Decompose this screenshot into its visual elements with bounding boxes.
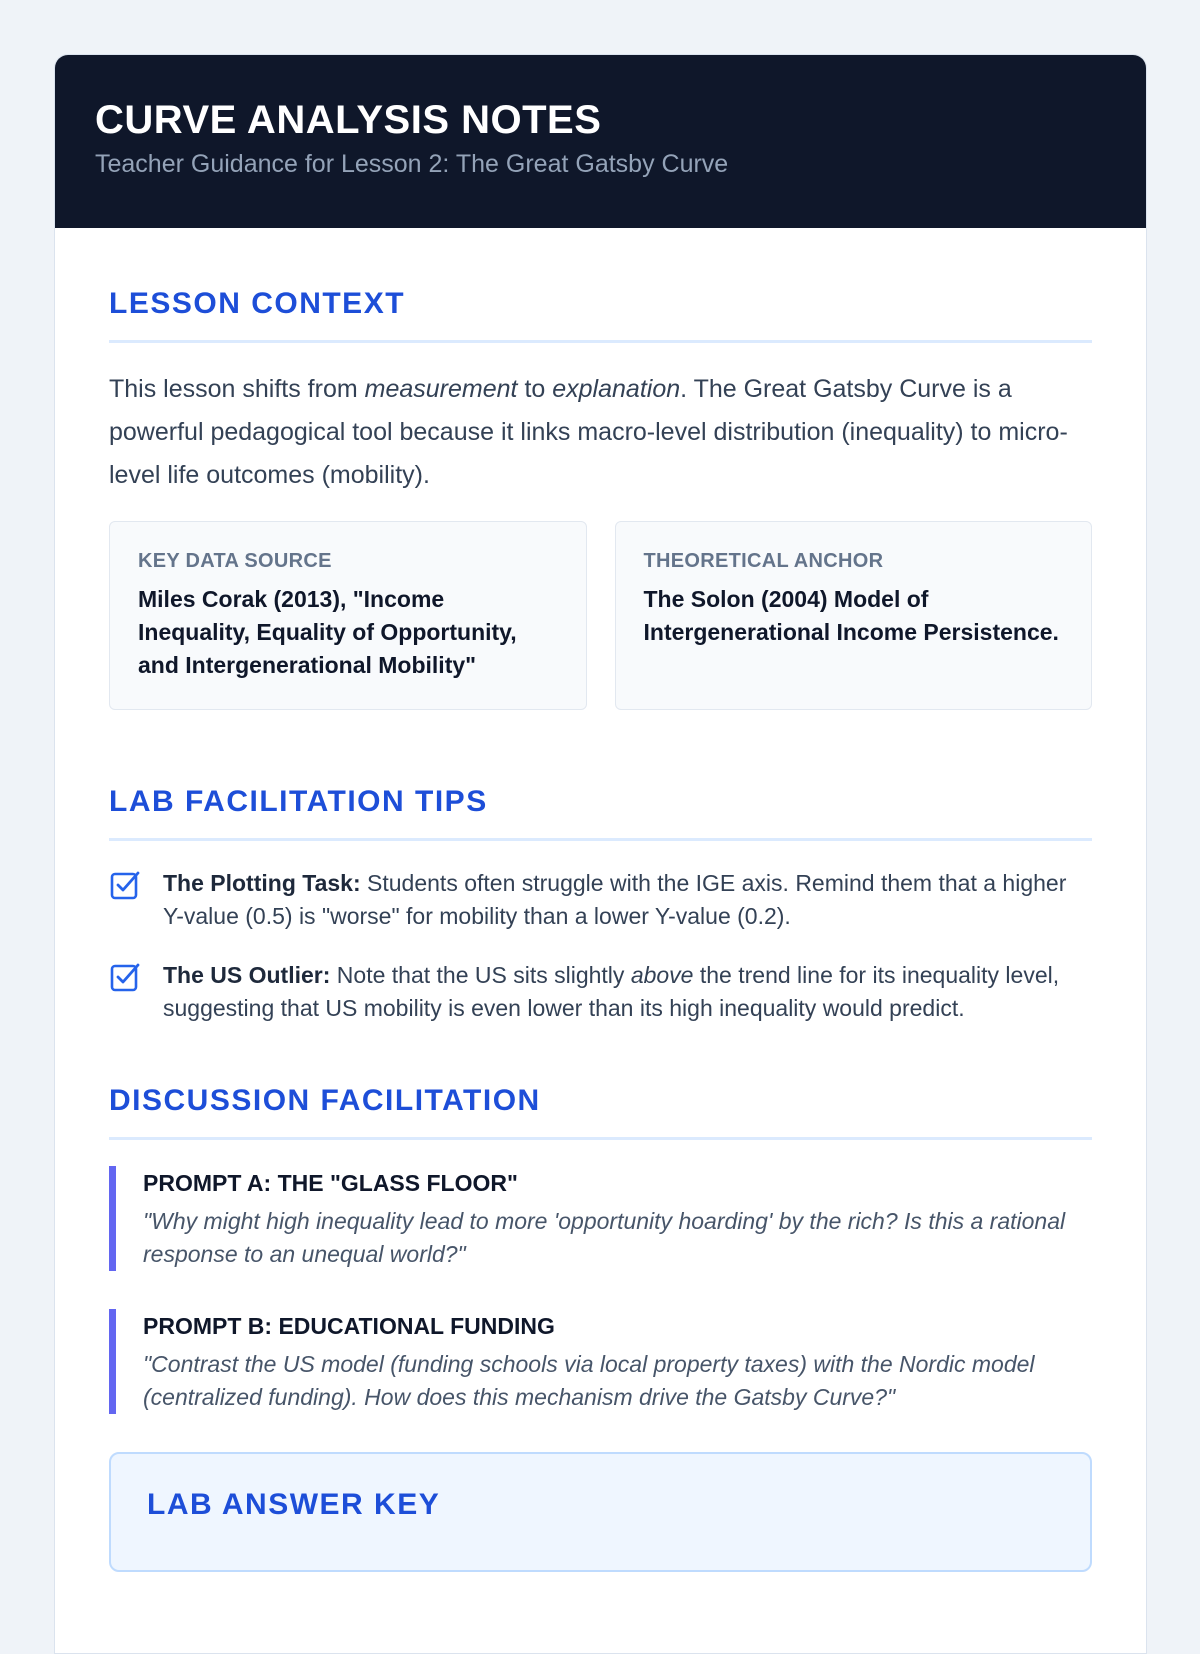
prompt-card bbox=[109, 1166, 1092, 1271]
tip-title: The US Outlier: bbox=[163, 962, 331, 988]
box-label: THEORETICAL ANCHOR bbox=[643, 550, 884, 572]
prompt-card bbox=[109, 1309, 1092, 1414]
page-title: CURVE ANALYSIS NOTES bbox=[95, 98, 602, 142]
box-text: The Solon (2004) Model of Intergenerational Income Persistence. bbox=[643, 586, 1059, 645]
intro-text-2: to bbox=[517, 375, 553, 403]
checkbox-checked-icon bbox=[109, 961, 141, 993]
intro-emphasis-explanation: explanation bbox=[552, 375, 681, 403]
info-boxes bbox=[109, 521, 1092, 710]
page-header bbox=[55, 55, 1146, 228]
tip-body-continued: the trend line for its inequality level, suggesting that US mobility is even lower than its high inequality would predict. bbox=[163, 962, 1060, 1021]
lesson-intro-paragraph bbox=[109, 368, 1092, 497]
section-heading-answer-key: LAB ANSWER KEY bbox=[147, 1488, 441, 1521]
tip-emphasis: above bbox=[630, 962, 694, 988]
checkbox-checked-icon bbox=[109, 869, 141, 901]
theoretical-anchor-box bbox=[615, 521, 1093, 710]
page-subtitle: Teacher Guidance for Lesson 2: The Great Gatsby Curve bbox=[95, 150, 729, 178]
intro-text-3: . The Great Gatsby Curve is a powerful pedagogical tool because it links macro-level distribution (inequality) to micro-level life outcomes (mobility). bbox=[109, 375, 1068, 489]
tip-title: The Plotting Task: bbox=[163, 870, 361, 896]
section-heading-lesson-context: LESSON CONTEXT bbox=[109, 286, 1092, 343]
guidance-card bbox=[54, 54, 1147, 1654]
prompt-quote: "Contrast the US model (funding schools via local property taxes) with the Nordic model (centralized funding). How does this mechanism drive the Gatsby Curve?" bbox=[143, 1351, 1035, 1410]
intro-emphasis-measurement: measurement bbox=[364, 375, 518, 403]
prompt-title: PROMPT A: THE "GLASS FLOOR" bbox=[143, 1170, 518, 1196]
prompts-list bbox=[109, 1166, 1092, 1414]
main-content bbox=[55, 286, 1146, 1572]
tip-body: Students often struggle with the IGE axis. Remind them that a higher Y-value (0.5) is "worse" for mobility than a lower Y-value (0.2). bbox=[163, 870, 1067, 929]
prompt-title: PROMPT B: EDUCATIONAL FUNDING bbox=[143, 1313, 555, 1339]
list-item bbox=[109, 867, 1092, 933]
tip-text bbox=[163, 959, 1092, 1025]
tip-text bbox=[163, 867, 1092, 933]
intro-text-1: This lesson shifts from bbox=[109, 375, 365, 403]
section-heading-discussion: DISCUSSION FACILITATION bbox=[109, 1083, 1092, 1140]
answer-key-box bbox=[109, 1452, 1092, 1572]
box-label: KEY DATA SOURCE bbox=[138, 550, 332, 572]
tips-list bbox=[109, 867, 1092, 1025]
prompt-quote: "Why might high inequality lead to more 'opportunity hoarding' by the rich? Is this a rational response to an unequal world?" bbox=[143, 1208, 1066, 1267]
section-heading-lab-tips: LAB FACILITATION TIPS bbox=[109, 784, 1092, 841]
key-data-source-box bbox=[109, 521, 587, 710]
list-item bbox=[109, 959, 1092, 1025]
box-text: Miles Corak (2013), "Income Inequality, Equality of Opportunity, and Intergenerational Mobility" bbox=[138, 586, 517, 678]
tip-body: Note that the US sits slightly bbox=[330, 962, 631, 988]
